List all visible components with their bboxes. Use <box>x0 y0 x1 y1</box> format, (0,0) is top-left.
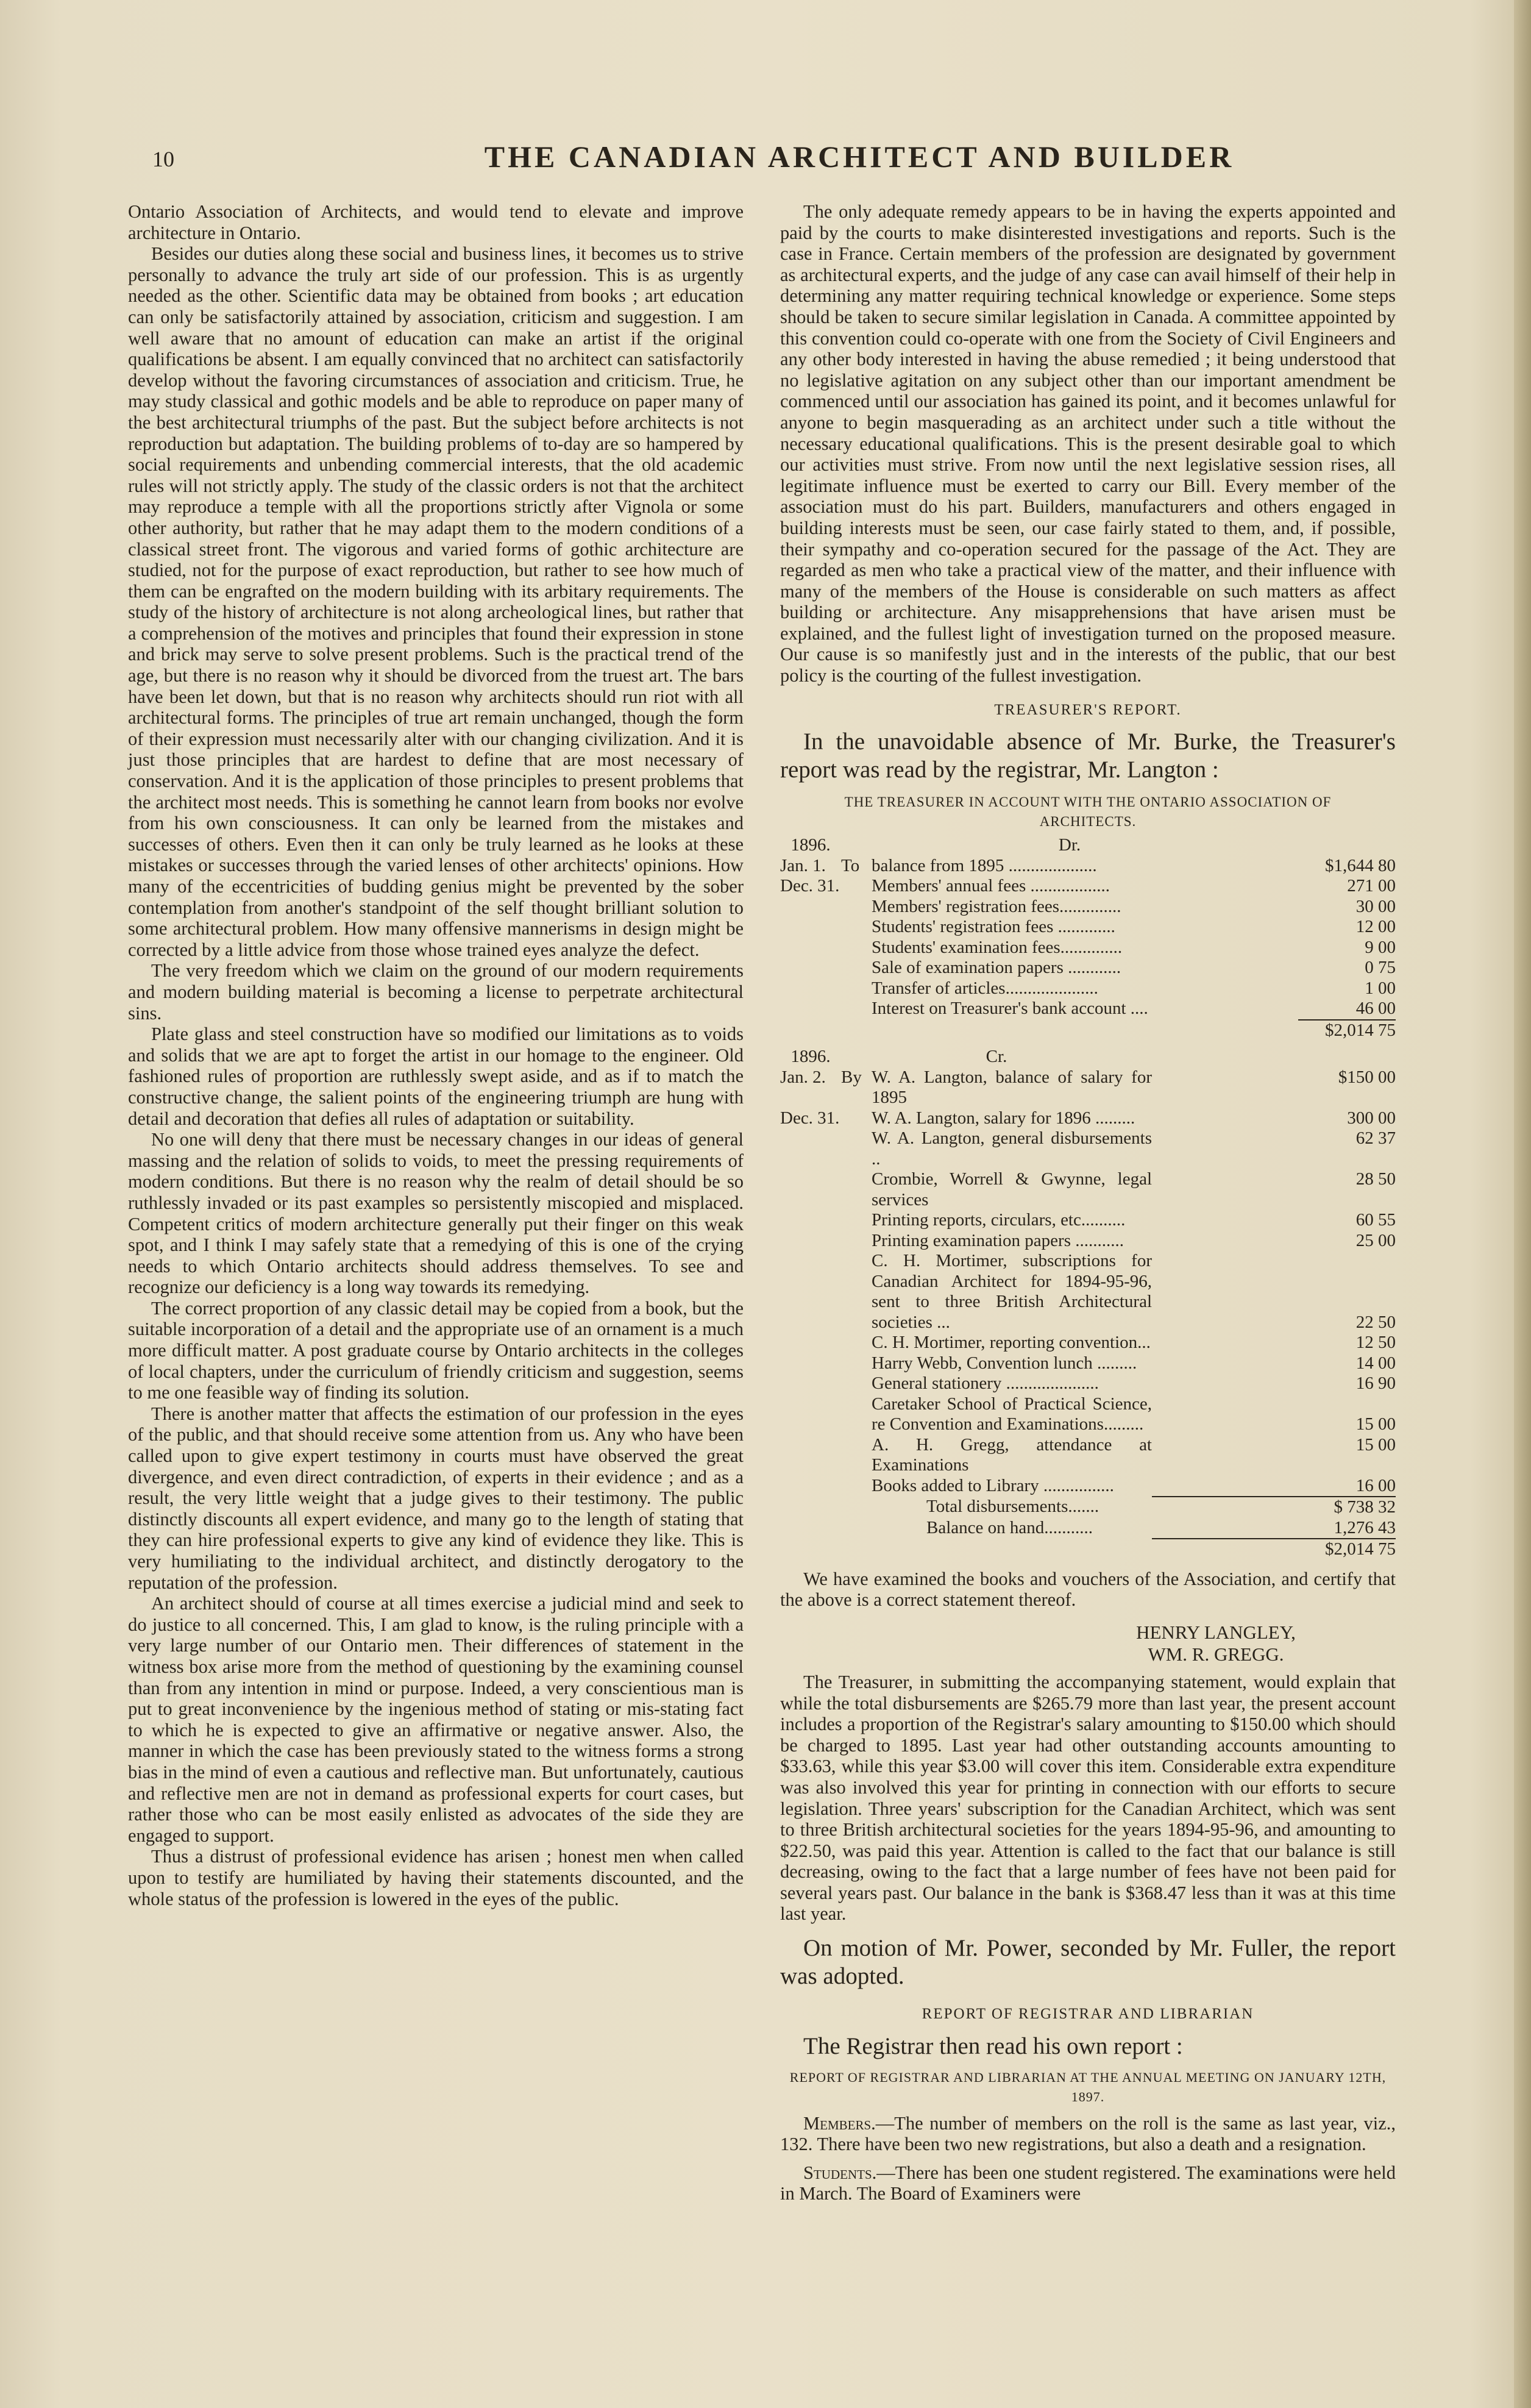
table-row: Interest on Treasurer's bank account .... 46 00 <box>780 999 1396 1020</box>
disbursements-row <box>780 1497 1396 1518</box>
table-row: Jan. 2. By W. A. Langton, balance of salary for 1895 $150 00 <box>780 1067 1396 1108</box>
paragraph: No one will deny that there must be necessary changes in our ideas of general massing and the relation of solids to voids, to meet the pressing requirements of modern conditions. But there is no reason why the realm of detail should be so ruthlessly invaded or its past examples so persistently miscopied and misplaced. Competent critics of modern architecture generally put their finger on this weak spot, and I think I may safely state that a remedying of this is one of the crying needs to which Ontario architects should address themselves. To see and recognize our deficiency is a long way towards its remedying. <box>128 1129 744 1298</box>
debit-year: 1896. <box>790 835 831 855</box>
disbursements-amount: $ 738 32 <box>1334 1497 1396 1517</box>
page-number: 10 <box>152 147 174 171</box>
signatures <box>780 1622 1396 1665</box>
table-row: Printing examination papers ........... 25 00 <box>872 1230 1396 1250</box>
paragraph: Besides our duties along these social and business lines, it becomes us to strive personally to advance the truly art side of our profession. This is as urgently needed as the other. Scientific data may be obtained from books ; art education can only be satisfactorily attained by association, criticism and suggestion. I am well aware that no amount of education can make an artist if the original qualifications be absent. I am equally convinced that no architect can satisfactorily develop without the favoring circumstances of association and criticism. True, he may study classical and gothic models and be able to reproduce on paper many of the best architectural triumphs of the past. But the subject before architects is not reproduction but adaptation. The building problems of to-day are so hampered by social requirements and unbending commercial interests, that the old academic rules will not strictly apply. The study of the classic orders is not that the architect may reproduce a temple with all the proportions strictly after Vignola or some other authority, but rather that he may adapt them to the modern conditions of a classical street front. The vigorous and varied forms of gothic architecture are studied, not for the purpose of exact reproduction, but rather to see how much of them can be engrafted on the modern building with its arbitary requirements. The study of the history of architecture is not along archeological lines, but rather that a comprehension of the motives and principles that found their expression in stone and brick may serve to solve present problems. Such is the practical trend of the age, but there is no reason why it should be divorced from the truest art. The bars have been let down, but that is no reason why architects should run riot with all architectural forms. The principles of true art remain unchanged, though the form of their expression must necessarily alter with our changing civilization. And it is just those principles that are hardest to define that are most necessary of conservation. And it is the application of those principles to present problems that the architect most needs. This is something he cannot learn from books nor evolve from his own consciousness. It can only be learned from the mistakes and successes of others. Even then it can only be truly learned as he looks at these mistakes or successes through the varied lenses of other architects' opinions. How many of the eccentricities of budding genius might be prevented by the sober contemplation from another's standpoint of the self thought brilliant solution to some architectural problem. How many offensive mannerisms in design might be corrected by a little advice from those whose trained eyes analyze the defect. <box>128 243 744 960</box>
treasurer-note: The Treasurer, in submitting the accompanying statement, would explain that while the total disbursements are $265.79 more than last year, the present account includes a proportion of the Registrar's salary amounting to $150.00 which should be charged to 1895. Last year had other outstanding accounts amounting to $33.63, while this year $3.00 will cover this item. Considerable extra expenditure was also involved this year for printing in connection with our efforts to secure legislation. Three years' subscription for the Canadian Architect, which was sent to three British architectural societies for the years 1894-95-96, and amounting to $22.50, was paid this year. Attention is called to the fact that our balance is still decreasing, owing to the fact that a large number of fees have not been paid for several years past. Our balance in the bank is $368.47 less than it was at this time last year. <box>780 1671 1396 1925</box>
table-row: Transfer of articles..................... 1 00 <box>872 978 1396 998</box>
table-row: C. H. Mortimer, subscriptions for Canadian Architect for 1894-95-96, sent to three British Architectural societies ... 22 50 <box>872 1251 1396 1332</box>
credit-year: 1896. <box>790 1047 831 1067</box>
table-row: Members' registration fees.............. 30 00 <box>872 896 1396 916</box>
students-label: Students. <box>803 2162 877 2183</box>
registrar-report-title: REPORT OF REGISTRAR AND LIBRARIAN AT THE ANNUAL MEETING ON JANUARY 12TH, 1897. <box>789 2069 1387 2104</box>
page-spine-edge <box>1514 0 1531 2408</box>
paragraph: Ontario Association of Architects, and would tend to elevate and improve architecture in Ontario. <box>128 201 744 243</box>
table-row: Caretaker School of Practical Science, re Convention and Examinations......... 15 00 <box>872 1394 1396 1434</box>
paragraph: An architect should of course at all times exercise a judicial mind and seek to do justice to all concerned. This, I am glad to know, is the ruling principle with a very large number of our Ontario men. Their differences of statement in the witness box arise more from the method of questioning by the examining counsel than from any intention in mind or purpose. Indeed, a very conscientious man is put to great inconvenience by the ingenious method of stating or mis-stating fact to which he is expected to give an affirmative or negative answer. Also, the manner in which the case has been previously stated to the witness forms a strong bias in the mind of even a cautious and reflective man. But unfortunately, cautious and reflective men are not in demand as professional experts for court cases, but rather those who can be most easily enlisted as advocates of the side they are engaged to support. <box>128 1593 744 1846</box>
treasurer-report-heading: TREASURER'S REPORT. <box>994 701 1182 718</box>
balance-amount: 1,276 43 <box>1152 1518 1396 1539</box>
balance-label: Balance on hand........... <box>926 1517 1093 1537</box>
paragraph: Thus a distrust of professional evidence has arisen ; honest men when called upon to testify are humiliated by having their statements discounted, and the whole status of the profession is lowered in the eyes of the public. <box>128 1846 744 1909</box>
table-row: Students' examination fees.............. 9 00 <box>872 937 1396 957</box>
running-title: THE CANADIAN ARCHITECT AND BUILDER <box>484 140 1235 174</box>
table-row: Harry Webb, Convention lunch ......... 14 00 <box>872 1353 1396 1373</box>
table-row: Students' registration fees ............. 12 00 <box>872 917 1396 937</box>
disbursements-label: Total disbursements....... <box>926 1497 1099 1517</box>
debit-total: $2,014 75 <box>1325 1020 1396 1040</box>
table-row: A. H. Gregg, attendance at Examinations 15 00 <box>872 1434 1396 1475</box>
registrar-report-heading: REPORT OF REGISTRAR AND LIBRARIAN <box>922 2006 1254 2023</box>
paragraph: The only adequate remedy appears to be in having the experts appointed and paid by the courts to make disinterested investigations and reports. Such is the case in France. Certain members of the profession are designated by government as architectural experts, and the judge of any case can avail himself of their help in determining any matter requiring technical knowledge or experience. Some steps should be taken to secure similar legislation in Canada. A committee appointed by this convention could co-operate with one from the Society of Civil Engineers and any other body interested in having the abuse remedied ; it being understood that no legislative agitation on any subject other than our important amendment be commenced until our association has gained its point, and it becomes unlawful for anyone to begin masquerading as an architect under such a title without the necessary educational qualifications. This is the present desirable goal to which our activities must strive. From now until the next legislative session rises, all legitimate influence must be exerted to carry our Bill. Every member of the association must do his part. Builders, manufacturers and others engaged in building interests must be seen, our case fairly stated to them, and, if possible, their sympathy and co-operation secured for the passage of the Act. They are regarded as men who take a practical view of the matter, and their influence with many of the members of the House is considerable on such matters as affect building or architecture. Any misapprehensions that have arisen must be explained, and the fullest light of investigation turned on the proposed measure. Our cause is so manifestly just and in the interests of the public, that our best policy is the courting of the fullest investigation. <box>780 201 1396 686</box>
members-paragraph <box>780 2113 1396 2155</box>
students-paragraph <box>780 2162 1396 2204</box>
table-row: General stationery ..................... 16 90 <box>872 1373 1396 1394</box>
credit-total: $2,014 75 <box>1325 1539 1396 1559</box>
credit-account-table <box>780 1047 1396 1560</box>
paragraph: Plate glass and steel construction have so modified our limitations as to voids and solids that we are apt to forget the artist in our homage to the engineer. Old fashioned rules of proportion are ruthlessly swept aside, and as if to match the constructive change, the salient points of the engineering triumph are hung with detail and decoration that defies all rules of adaptation or suitability. <box>128 1024 744 1129</box>
registrar-report-lead: The Registrar then read his own report : <box>803 2032 1183 2059</box>
table-row: Sale of examination papers ............ 0 75 <box>872 958 1396 978</box>
paragraph: The very freedom which we claim on the ground of our modern requirements and modern building material is becoming a license to perpetrate architectural sins. <box>128 960 744 1024</box>
credit-total-row <box>780 1539 1396 1560</box>
debit-total-row <box>780 1020 1396 1041</box>
balance-row <box>780 1518 1396 1539</box>
table-row: Dec. 31. W. A. Langton, salary for 1896 ......... 300 00 <box>780 1108 1396 1128</box>
members-label: Members. <box>803 2112 876 2134</box>
paragraph: There is another matter that affects the estimation of our profession in the eyes of the public, and that should receive some attention from us. Any who have been called upon to give expert testimony in courts must have observed the great divergence, and even direct contradiction, of experts in their evidence ; and as a result, the very little weight that a judge gives to their testimony. The public distinctly discounts all expert evidence, and many go to the length of stating that they can hire professional experts to give any kind of evidence they like. This is very humiliating to the individual architect, and distinctly derogatory to the reputation of the profession. <box>128 1403 744 1593</box>
left-column <box>128 201 744 1909</box>
credit-label: Cr. <box>986 1047 1007 1067</box>
paragraph: The correct proportion of any classic detail may be copied from a book, but the suitable incorporation of a detail and the appropriate use of an ornament is a much more difficult matter. A post graduate course by Ontario architects in the colleges of local chapters, under the curriculum of friendly criticism and suggestion, seems to me one feasible way of finding its solution. <box>128 1297 744 1403</box>
signatory-name: HENRY LANGLEY, <box>1136 1621 1296 1643</box>
table-row: Jan. 1. To balance from 1895 .................... $1,644 80 <box>780 855 1396 875</box>
table-row: Books added to Library ................ 16 00 <box>780 1476 1396 1497</box>
audit-statement: We have examined the books and vouchers of the Association, and certify that the above is a correct statement thereof. <box>780 1568 1396 1611</box>
right-column <box>780 201 1396 2204</box>
account-title: THE TREASURER IN ACCOUNT WITH THE ONTARIO ASSOCIATION OF ARCHITECTS. <box>844 794 1332 830</box>
debit-label: Dr. <box>1058 835 1081 855</box>
treasurer-report-lead: In the unavoidable absence of Mr. Burke, the Treasurer's report was read by the registrar, Mr. Langton : <box>780 728 1396 783</box>
signatory-name: WM. R. GREGG. <box>1148 1643 1284 1665</box>
students-text: —There has been one student registered. The examinations were held in March. The Board of Examiners were <box>780 2162 1396 2204</box>
table-row: Crombie, Worrell & Gwynne, legal services 28 50 <box>872 1169 1396 1209</box>
table-row: C. H. Mortimer, reporting convention... 12 50 <box>872 1333 1396 1353</box>
page-header <box>140 139 1408 194</box>
motion-text: On motion of Mr. Power, seconded by Mr. Fuller, the report was adopted. <box>780 1935 1396 1990</box>
table-row: Printing reports, circulars, etc.......... 60 55 <box>872 1210 1396 1230</box>
members-text: —The number of members on the roll is the same as last year, viz., 132. There have been two new registrations, but also a death and a resignation. <box>780 2112 1396 2155</box>
table-row: Dec. 31. Members' annual fees .................. 271 00 <box>780 876 1396 896</box>
debit-account-table <box>780 835 1396 1041</box>
table-row: W. A. Langton, general disbursements .. 62 37 <box>872 1128 1396 1169</box>
